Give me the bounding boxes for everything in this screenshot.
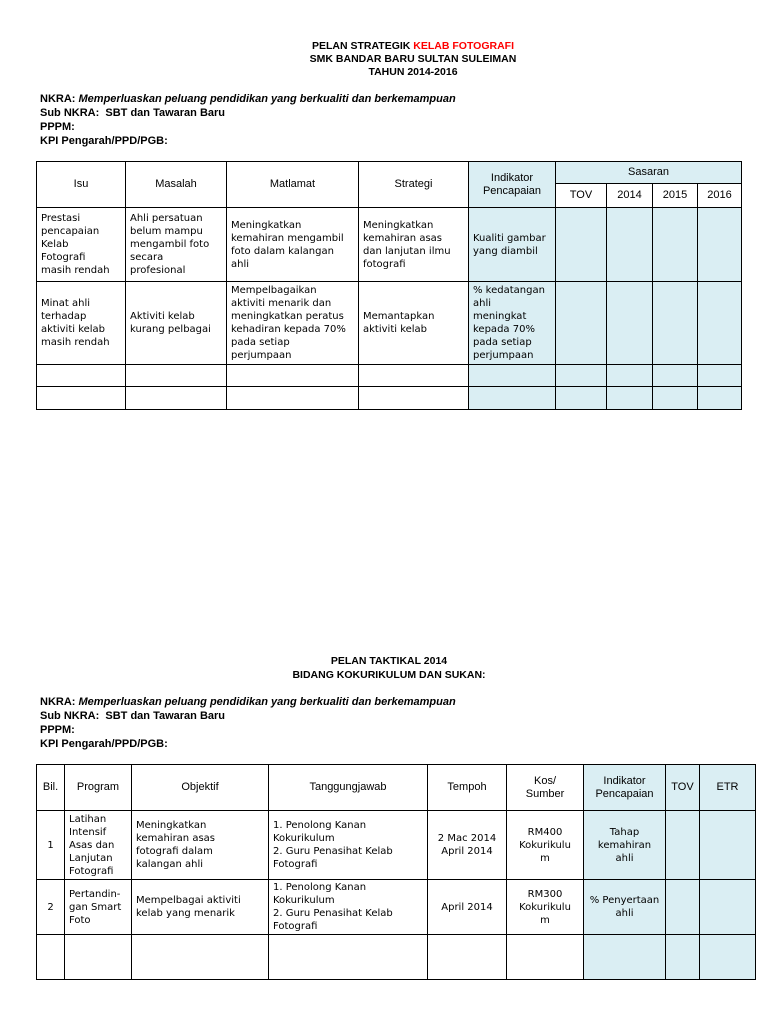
empty-cell	[700, 935, 756, 980]
table-row	[37, 208, 742, 282]
kos-sumber-cell	[507, 811, 584, 880]
sub-nkra-value: SBT dan Tawaran Baru	[105, 710, 226, 722]
kpi-label: KPI Pengarah/PPD/PGB:	[40, 135, 168, 147]
strategi-cell: Meningkatkan kemahiran asas dan lanjutan ilmu fotografi	[359, 208, 469, 282]
table-row	[37, 880, 756, 935]
table-row	[37, 282, 742, 365]
empty-cell	[653, 365, 698, 387]
indikator-cell: Tahap kemahiran ahli	[584, 811, 666, 880]
nkra-value: Memperluaskan peluang pendidikan yang berkualiti dan berkemampuan	[78, 696, 456, 708]
empty-cell	[65, 935, 132, 980]
tempoh-line: 2 Mac 2014	[437, 833, 497, 844]
sub-nkra-label: Sub NKRA:	[40, 710, 100, 722]
column-header-matlamat: Matlamat	[227, 162, 359, 208]
column-header-masalah: Masalah	[126, 162, 227, 208]
strategic-title-highlight: KELAB FOTOGRAFI	[413, 40, 515, 52]
indikator-cell: Kualiti gambar yang diambil	[469, 208, 556, 282]
empty-cell	[469, 387, 556, 410]
column-header-bil: Bil.	[37, 765, 65, 811]
empty-cell	[666, 935, 700, 980]
tov-cell	[556, 282, 607, 365]
empty-cell	[698, 365, 742, 387]
sumber-value: Kokurikulum	[519, 901, 571, 926]
empty-cell	[269, 935, 428, 980]
nkra-label: NKRA:	[40, 696, 76, 708]
column-header-indikator: Indikator Pencapaian	[469, 162, 556, 208]
empty-table-row	[37, 365, 742, 387]
tactical-title: PELAN TAKTIKAL 2014	[330, 655, 448, 667]
table-header-row	[37, 162, 742, 184]
sub-nkra-label: Sub NKRA:	[40, 107, 100, 119]
responsible-item: 2. Guru Penasihat Kelab Fotografi	[273, 846, 393, 870]
table-header-row	[37, 765, 756, 811]
empty-cell	[126, 387, 227, 410]
pppm-label: PPPM:	[40, 121, 75, 133]
school-name: SMK BANDAR BARU SULTAN SULEIMAN	[309, 53, 517, 65]
column-header-tov: TOV	[666, 765, 700, 811]
column-header-tanggungjawab: Tanggungjawab	[269, 765, 428, 811]
sub-nkra-line	[40, 106, 456, 120]
sub-nkra-value: SBT dan Tawaran Baru	[105, 107, 226, 119]
empty-cell	[469, 365, 556, 387]
column-header-isu: Isu	[37, 162, 126, 208]
target-2015-cell	[653, 208, 698, 282]
responsible-item: 1. Penolong Kanan Kokurikulum	[273, 882, 367, 906]
tactical-title-block	[239, 654, 539, 682]
strategic-title	[263, 40, 563, 53]
empty-cell	[227, 365, 359, 387]
tempoh-cell	[428, 880, 507, 935]
target-2016-cell	[698, 208, 742, 282]
empty-table-row	[37, 387, 742, 410]
kos-sumber-cell	[507, 880, 584, 935]
tov-cell	[666, 811, 700, 880]
bil-cell: 2	[37, 880, 65, 935]
responsible-item: 2. Guru Penasihat Kelab Fotografi	[273, 908, 393, 932]
column-header-program: Program	[65, 765, 132, 811]
strategic-meta-block	[40, 92, 456, 148]
tactical-plan-table	[36, 764, 756, 980]
empty-cell	[227, 387, 359, 410]
strategi-cell: Memantapkan aktiviti kelab	[359, 282, 469, 365]
column-header-kos-sumber	[507, 765, 584, 811]
strategic-title-block	[263, 40, 563, 79]
tactical-subtitle: BIDANG KOKURIKULUM DAN SUKAN:	[292, 669, 486, 681]
objektif-cell: Mempelbagai aktiviti kelab yang menarik	[132, 880, 269, 935]
empty-cell	[556, 387, 607, 410]
tempoh-line: April 2014	[441, 901, 493, 913]
tanggungjawab-cell	[269, 880, 428, 935]
empty-cell	[584, 935, 666, 980]
empty-cell	[126, 365, 227, 387]
empty-cell	[359, 387, 469, 410]
target-2016-cell	[698, 282, 742, 365]
tov-cell	[556, 208, 607, 282]
bil-cell: 1	[37, 811, 65, 880]
kos-value: RM400	[527, 826, 563, 838]
table-row	[37, 811, 756, 880]
empty-cell	[653, 387, 698, 410]
sumber-value: Kokurikulum	[519, 839, 571, 864]
empty-cell	[556, 365, 607, 387]
pppm-label: PPPM:	[40, 724, 75, 736]
column-header-indikator: Indikator Pencapaian	[584, 765, 666, 811]
column-header-2016: 2016	[698, 184, 742, 208]
program-cell: Pertandin-gan Smart Foto	[65, 880, 132, 935]
target-2015-cell	[653, 282, 698, 365]
empty-table-row	[37, 935, 756, 980]
kpi-label: KPI Pengarah/PPD/PGB:	[40, 738, 168, 750]
tactical-meta-block	[40, 695, 456, 751]
empty-cell	[607, 365, 653, 387]
strategic-plan-table	[36, 161, 742, 410]
target-2014-cell	[607, 282, 653, 365]
isu-cell: Minat ahli terhadap aktiviti kelab masih rendah	[37, 282, 126, 365]
empty-cell	[607, 387, 653, 410]
column-header-tov: TOV	[556, 184, 607, 208]
empty-cell	[37, 935, 65, 980]
column-header-tempoh: Tempoh	[428, 765, 507, 811]
responsible-item: 1. Penolong Kanan Kokurikulum	[273, 820, 367, 844]
indikator-cell: % kedatangan ahli meningkat kepada 70% pada setiap perjumpaan	[469, 282, 556, 365]
empty-cell	[359, 365, 469, 387]
empty-cell	[37, 387, 126, 410]
empty-cell	[428, 935, 507, 980]
empty-cell	[698, 387, 742, 410]
masalah-cell: Aktiviti kelab kurang pelbagai	[126, 282, 227, 365]
column-header-2014: 2014	[607, 184, 653, 208]
sub-nkra-line	[40, 709, 456, 723]
nkra-line	[40, 92, 456, 106]
column-header-strategi: Strategi	[359, 162, 469, 208]
nkra-label: NKRA:	[40, 93, 76, 105]
column-header-objektif: Objektif	[132, 765, 269, 811]
indikator-cell: % Penyertaan ahli	[584, 880, 666, 935]
empty-cell	[132, 935, 269, 980]
column-header-etr: ETR	[700, 765, 756, 811]
strategic-title-prefix: PELAN STRATEGIK	[311, 40, 411, 52]
nkra-value: Memperluaskan peluang pendidikan yang berkualiti dan berkemampuan	[78, 93, 456, 105]
tempoh-line: April 2014	[441, 846, 493, 857]
plan-period: TAHUN 2014-2016	[368, 66, 458, 78]
empty-cell	[507, 935, 584, 980]
etr-cell	[700, 880, 756, 935]
kos-sumber-label: Kos/ Sumber	[525, 774, 565, 800]
target-2014-cell	[607, 208, 653, 282]
column-header-2015: 2015	[653, 184, 698, 208]
matlamat-cell: Mempelbagaikan aktiviti menarik dan meningkatkan peratus kehadiran kepada 70% pada setiap perjumpaan	[227, 282, 359, 365]
objektif-cell: Meningkatkan kemahiran asas fotografi dalam kalangan ahli	[132, 811, 269, 880]
tempoh-cell	[428, 811, 507, 880]
matlamat-cell: Meningkatkan kemahiran mengambil foto dalam kalangan ahli	[227, 208, 359, 282]
kos-value: RM300	[527, 888, 563, 900]
etr-cell	[700, 811, 756, 880]
column-header-sasaran: Sasaran	[556, 162, 742, 184]
tanggungjawab-cell	[269, 811, 428, 880]
masalah-cell: Ahli persatuan belum mampu mengambil foto secara profesional	[126, 208, 227, 282]
program-cell: Latihan Intensif Asas dan Lanjutan Fotografi	[65, 811, 132, 880]
isu-cell: Prestasi pencapaian Kelab Fotografi masih rendah	[37, 208, 126, 282]
empty-cell	[37, 365, 126, 387]
tov-cell	[666, 880, 700, 935]
nkra-line	[40, 695, 456, 709]
